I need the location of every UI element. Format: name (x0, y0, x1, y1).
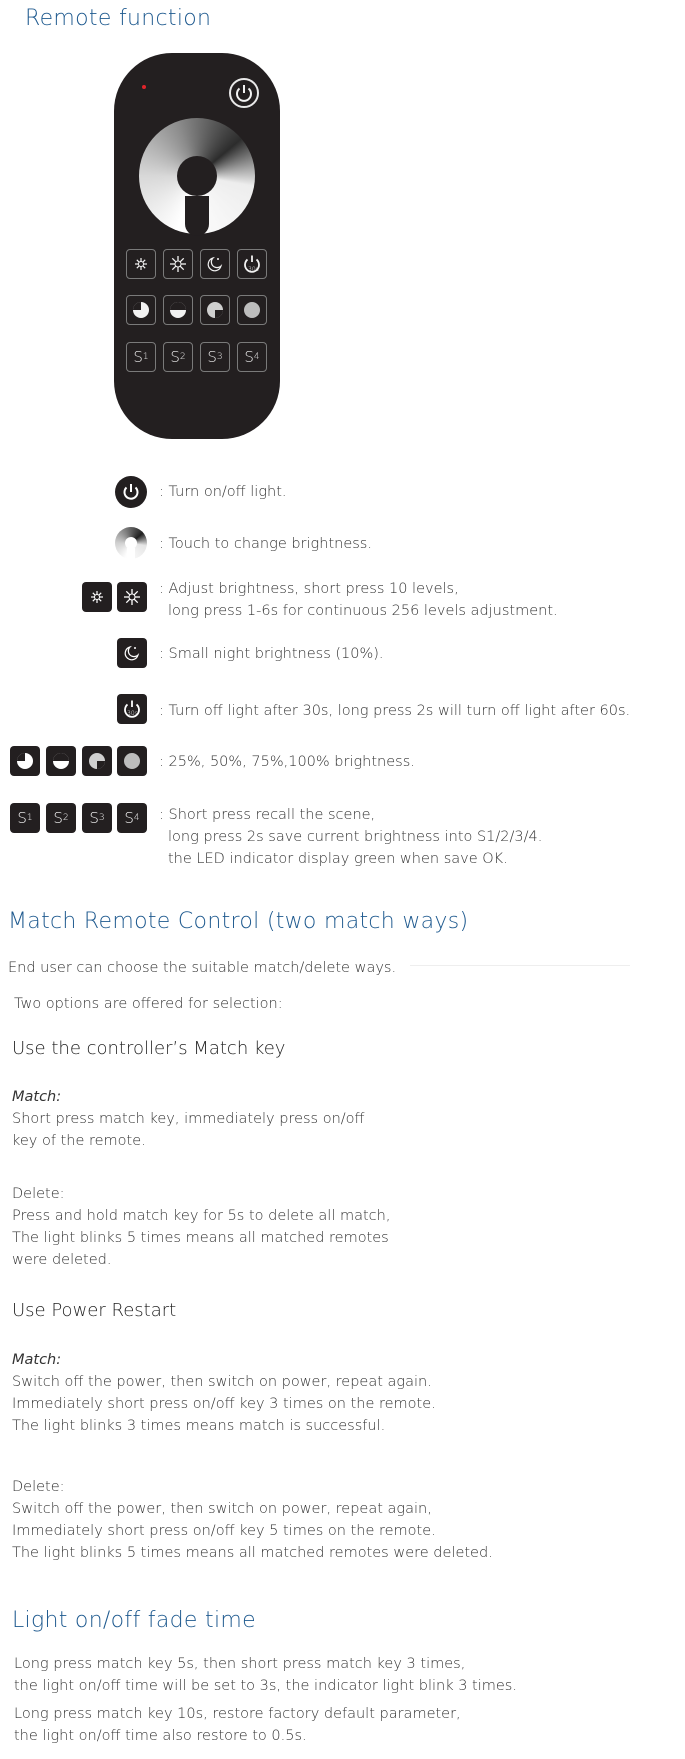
brightness-up-icon (163, 249, 193, 279)
scene-2-icon: S 2 (163, 342, 193, 372)
night-icon (117, 638, 147, 668)
remote-control-illustration (114, 53, 280, 439)
scene-3-icon: S 3 (200, 342, 230, 372)
fade-paragraph-2: Long press match key 10s, restore factory default parameter, the light on/off time also restore to 0.5s. (14, 1706, 461, 1744)
brightness-down-icon (82, 582, 112, 612)
scene-1-icon: S 1 (126, 342, 156, 372)
power-match-text: Switch off the power, then switch on power, repeat again. Immediately short press on/off key 3 times on the remote. The light blinks 3 times means match is successful. (12, 1374, 436, 1434)
timer-30s-icon (117, 694, 147, 724)
legend-brightness-text: : Adjust brightness, short press 10 levels, long press 1-6s for continuous 256 levels adjustment. (159, 581, 558, 619)
timer-30s-icon (237, 249, 267, 279)
touch-wheel-icon (115, 527, 147, 559)
fade-paragraph-1: Long press match key 5s, then short press match key 3 times, the light on/off time will be set to 3s, the indicator light blink 3 times. (14, 1656, 517, 1694)
legend-night-text: : Small night brightness (10%). (159, 646, 384, 662)
section-title-match: Match Remote Control (two match ways) (8, 909, 469, 934)
legend-timer-text: : Turn off light after 30s, long press 2s will turn off light after 60s. (159, 703, 631, 719)
section-title-remote: Remote function (25, 6, 212, 31)
scene-4-icon: S 4 (237, 342, 267, 372)
legend-scenes-text: : Short press recall the scene, long press 2s save current brightness into S1/2/3/4. the LED indicator display green when save OK. (159, 807, 543, 867)
scene-1-icon: S 1 (10, 803, 40, 833)
scene-2-icon: S 2 (46, 803, 76, 833)
25-percent-icon (10, 746, 40, 776)
subsection-title-power-restart: Use Power Restart (12, 1300, 177, 1321)
led-indicator (142, 85, 146, 89)
match-key-match-label: Match: (12, 1089, 62, 1105)
scene-4-icon: S 4 (117, 803, 147, 833)
legend-onoff-text: : Turn on/off light. (159, 484, 287, 500)
touch-wheel-icon (139, 118, 255, 234)
75-percent-icon (200, 295, 230, 325)
timer-label: 30s (127, 710, 138, 717)
100-percent-icon (237, 295, 267, 325)
brightness-up-icon (117, 582, 147, 612)
legend-wheel-text: : Touch to change brightness. (159, 536, 372, 552)
50-percent-icon (46, 746, 76, 776)
power-delete-text: Switch off the power, then switch on power, repeat again, Immediately short press on/off key 5 times on the remote. The light blinks 5 times means all matched remotes were deleted. (12, 1501, 493, 1561)
match-key-delete-label: Delete: (12, 1186, 65, 1202)
power-icon (229, 78, 259, 108)
power-delete-label: Delete: (12, 1479, 65, 1495)
night-icon (200, 249, 230, 279)
100-percent-icon (117, 746, 147, 776)
power-match-label: Match: (12, 1352, 62, 1368)
section-title-fade: Light on/off fade time (12, 1608, 256, 1633)
match-intro: End user can choose the suitable match/delete ways. (8, 960, 397, 976)
subsection-title-match-key: Use the controller’s Match key (12, 1038, 286, 1059)
scene-3-icon: S 3 (82, 803, 112, 833)
divider (410, 965, 630, 966)
match-key-delete-text: Press and hold match key for 5s to delete all match, The light blinks 5 times means all matched remotes were deleted. (12, 1208, 391, 1268)
75-percent-icon (82, 746, 112, 776)
power-icon (115, 476, 147, 508)
match-key-match-text: Short press match key, immediately press on/off key of the remote. (12, 1111, 365, 1149)
timer-label: 30s (248, 266, 259, 273)
brightness-down-icon (126, 249, 156, 279)
25-percent-icon (126, 295, 156, 325)
50-percent-icon (163, 295, 193, 325)
match-options: Two options are offered for selection: (14, 996, 283, 1012)
legend-levels-text: : 25%, 50%, 75%,100% brightness. (159, 754, 415, 770)
